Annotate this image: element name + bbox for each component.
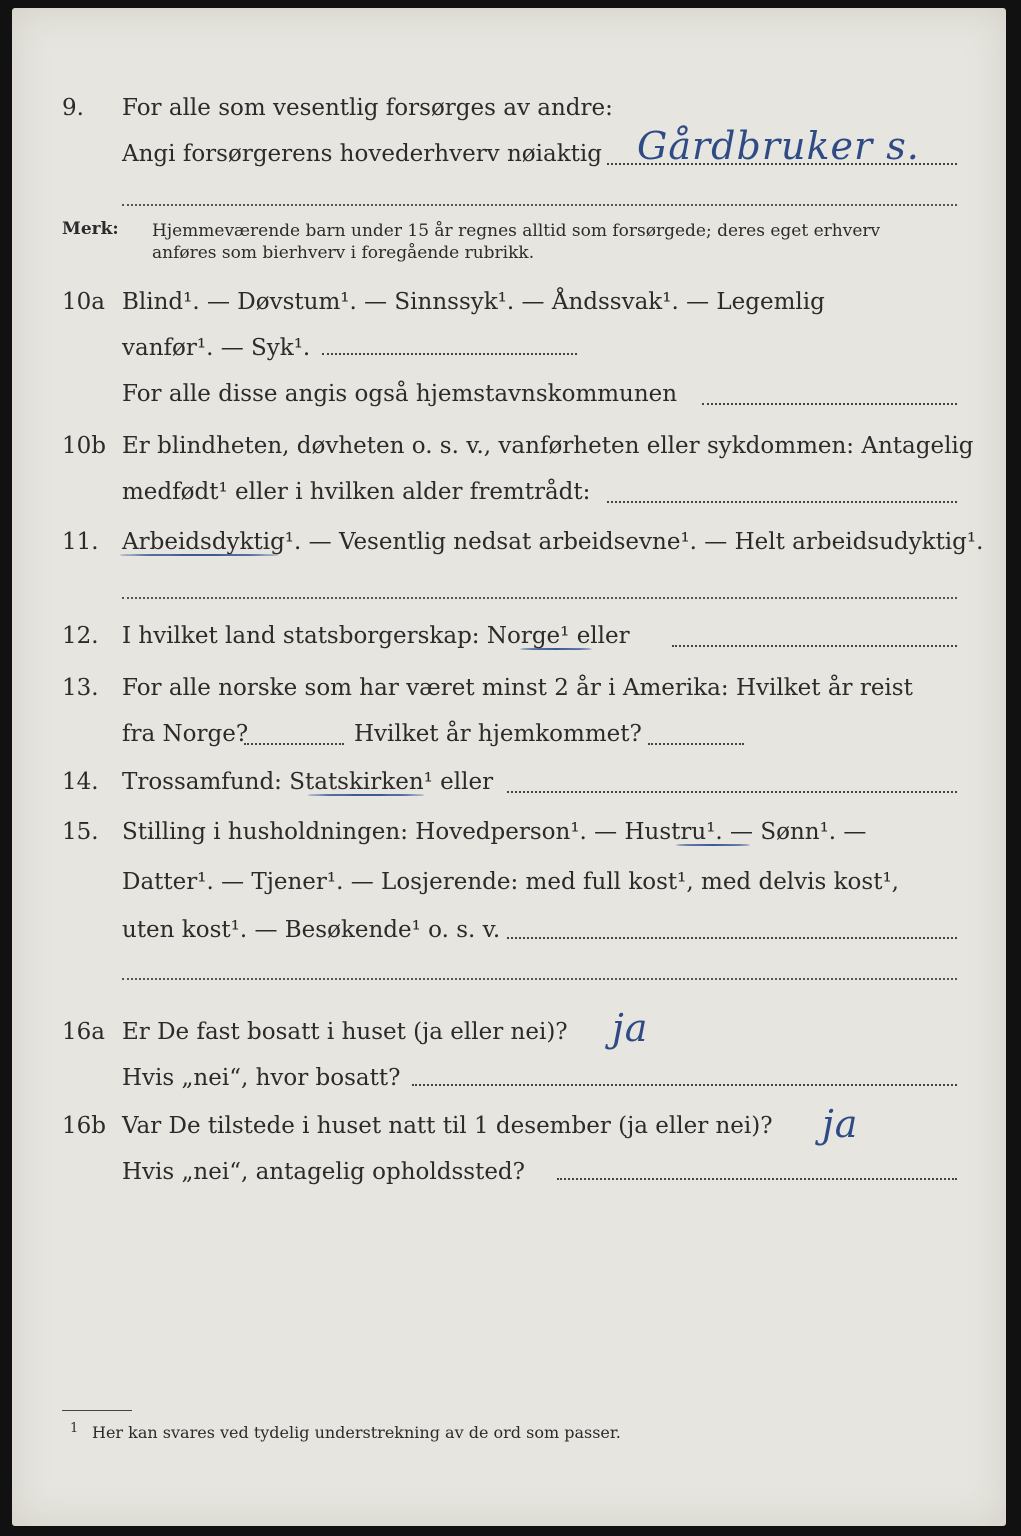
q13-line1: For alle norske som har været minst 2 år i Amerika: Hvilket år reist bbox=[122, 675, 913, 701]
q15-number: 15. bbox=[62, 819, 99, 845]
merk-line2: anføres som bierhverv i foregående rubrikk. bbox=[152, 243, 535, 263]
q9-line2: Angi forsørgerens hovederhverv nøiaktig bbox=[122, 141, 602, 167]
q15-underline-mark bbox=[676, 844, 750, 846]
q12-number: 12. bbox=[62, 623, 99, 649]
q9-extra-line bbox=[122, 204, 957, 206]
q13-line2a: fra Norge? bbox=[122, 721, 249, 747]
merk-label: Merk: bbox=[62, 219, 119, 239]
q9-line1: For alle som vesentlig forsørges av andre: bbox=[122, 95, 613, 121]
q10a-syk-line bbox=[322, 353, 577, 355]
q15-line1: Stilling i husholdningen: Hovedperson¹. — Hustru¹. — Sønn¹. — bbox=[122, 819, 867, 845]
q10a-line2: vanfør¹. — Syk¹. bbox=[122, 335, 311, 361]
q10b-number: 10b bbox=[62, 433, 106, 459]
q13-reist-line bbox=[244, 743, 344, 745]
q13-number: 13. bbox=[62, 675, 99, 701]
q11-extra-line bbox=[122, 597, 957, 599]
q16b-answer-line bbox=[557, 1178, 957, 1180]
q15-extra-line bbox=[122, 978, 957, 980]
q9-number: 9. bbox=[62, 95, 84, 121]
q16b-line2: Hvis „nei“, antagelig opholdssted? bbox=[122, 1159, 525, 1185]
q14-line1: Trossamfund: Statskirken¹ eller bbox=[122, 769, 494, 795]
q16b-line1: Var De tilstede i huset natt til 1 desember (ja eller nei)? bbox=[122, 1113, 773, 1139]
census-form-page bbox=[12, 8, 1006, 1526]
q9-handwritten-answer: Gårdbruker s. bbox=[637, 124, 920, 168]
q10a-line1: Blind¹. — Døvstum¹. — Sinnssyk¹. — Åndssvak¹. — Legemlig bbox=[122, 289, 825, 315]
q14-number: 14. bbox=[62, 769, 99, 795]
q10b-answer-line bbox=[607, 501, 957, 503]
q15-line3: uten kost¹. — Besøkende¹ o. s. v. bbox=[122, 917, 501, 943]
q16b-handwritten-answer: ja bbox=[822, 1102, 859, 1146]
q10b-line1: Er blindheten, døvheten o. s. v., vanførheten eller sykdommen: Antagelig bbox=[122, 433, 974, 459]
q11-underline-mark bbox=[120, 554, 278, 556]
q16a-answer-line bbox=[412, 1084, 957, 1086]
q11-line1: Arbeidsdyktig¹. — Vesentlig nedsat arbeidsevne¹. — Helt arbeidsudyktig¹. bbox=[122, 529, 984, 555]
q16a-number: 16a bbox=[62, 1019, 105, 1045]
q14-underline-mark bbox=[308, 794, 424, 796]
q16a-handwritten-answer: ja bbox=[612, 1006, 649, 1050]
footnote-text: Her kan svares ved tydelig understrekning av de ord som passer. bbox=[92, 1423, 621, 1442]
footnote-divider bbox=[62, 1410, 132, 1411]
q16b-number: 16b bbox=[62, 1113, 106, 1139]
q12-underline-mark bbox=[520, 648, 592, 650]
q12-answer-line bbox=[672, 645, 957, 647]
q16a-line1: Er De fast bosatt i huset (ja eller nei)? bbox=[122, 1019, 568, 1045]
q14-answer-line bbox=[507, 791, 957, 793]
q12-line1: I hvilket land statsborgerskap: Norge¹ eller bbox=[122, 623, 630, 649]
q10a-kommune-line bbox=[702, 403, 957, 405]
q15-line2: Datter¹. — Tjener¹. — Losjerende: med full kost¹, med delvis kost¹, bbox=[122, 869, 899, 895]
q10a-number: 10a bbox=[62, 289, 105, 315]
q15-answer-line bbox=[507, 937, 957, 939]
q10a-line3: For alle disse angis også hjemstavnskommunen bbox=[122, 381, 678, 407]
footnote-mark: 1 bbox=[70, 1421, 79, 1436]
q13-line2b: Hvilket år hjemkommet? bbox=[354, 721, 642, 747]
q13-hjemkommet-line bbox=[648, 743, 744, 745]
q10b-line2: medfødt¹ eller i hvilken alder fremtrådt: bbox=[122, 479, 591, 505]
q11-number: 11. bbox=[62, 529, 99, 555]
merk-line1: Hjemmeværende barn under 15 år regnes alltid som forsørgede; deres eget erhverv bbox=[152, 221, 881, 241]
q16a-line2: Hvis „nei“, hvor bosatt? bbox=[122, 1065, 401, 1091]
